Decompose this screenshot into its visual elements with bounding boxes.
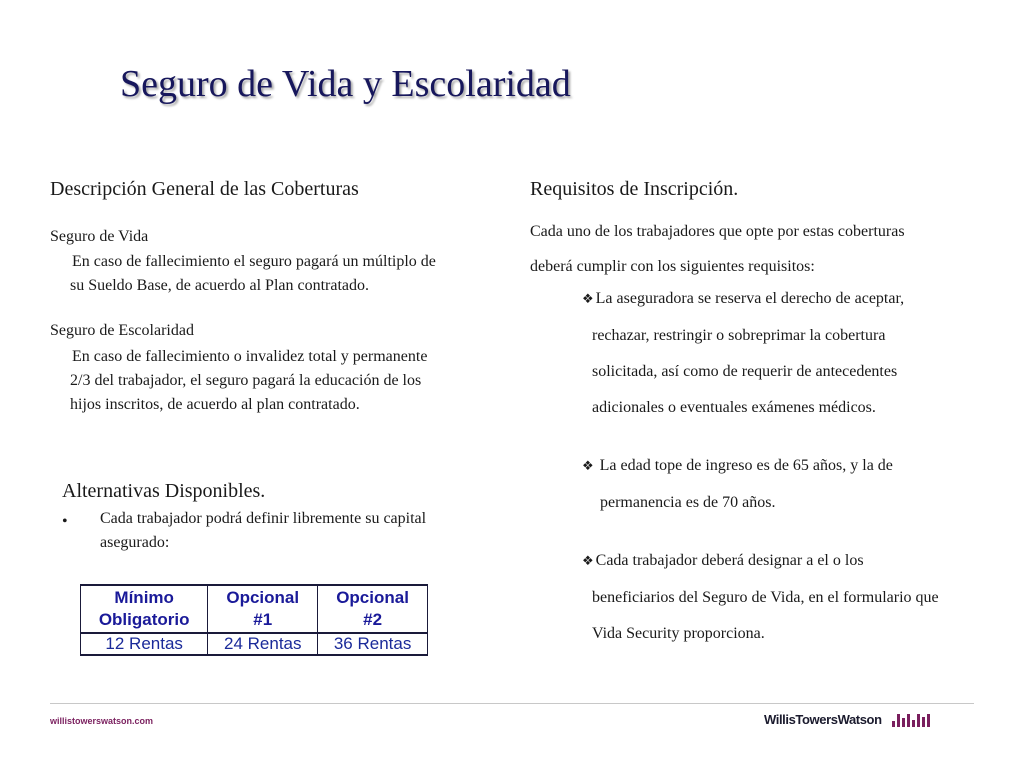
school-description-line: 2/3 del trabajador, el seguro pagará la educación de los [70, 372, 422, 389]
table-header-line: Opcional [226, 588, 300, 607]
requirement-line: adicionales o eventuales exámenes médicos. [592, 399, 876, 416]
requirement-line: beneficiarios del Seguro de Vida, en el formulario que [592, 589, 939, 606]
requirements-heading: Requisitos de Inscripción. [530, 178, 739, 200]
requirement-line: permanencia es de 70 años. [600, 494, 776, 511]
requirement-item [582, 281, 982, 426]
table-cell: 24 Rentas [208, 633, 318, 655]
coverage-options-table [80, 584, 428, 656]
table-header-line: Mínimo [114, 588, 174, 607]
requirement-item [582, 543, 982, 652]
diamond-bullet-icon: ❖ [582, 459, 594, 474]
coverage-heading: Descripción General de las Coberturas [50, 178, 359, 200]
requirement-line: Vida Security proporciona. [592, 625, 765, 642]
company-logo [764, 712, 932, 727]
table-row [81, 633, 428, 655]
table-header-optional-1 [208, 585, 318, 633]
company-logo-text: WillisTowersWatson [764, 712, 882, 727]
life-description-line: En caso de fallecimiento el seguro pagará un múltiplo de [72, 253, 436, 270]
alternatives-line: asegurado: [100, 534, 170, 551]
bullet-icon: • [62, 513, 68, 530]
table-header-line: #1 [253, 610, 273, 629]
requirement-text: La aseguradora se reserva el derecho de aceptar, [595, 290, 905, 307]
slide-title: Seguro de Vida y Escolaridad [120, 63, 571, 105]
life-insurance-title: Seguro de Vida [50, 228, 149, 245]
requirement-text: La edad tope de ingreso es de 65 años, y la de [599, 457, 893, 474]
life-insurance-description [72, 250, 492, 298]
diamond-bullet-icon: ❖ [582, 554, 594, 569]
requirements-intro-line: deberá cumplir con los siguientes requisitos: [530, 258, 815, 275]
alternatives-heading: Alternativas Disponibles. [62, 480, 266, 502]
requirement-line [582, 448, 982, 485]
footer-divider [50, 703, 974, 704]
footer-url-link[interactable]: willistowerswatson.com [50, 716, 154, 726]
table-header-line: Obligatorio [98, 610, 190, 629]
requirement-line [582, 281, 982, 318]
table-header-line: Opcional [336, 588, 409, 607]
school-description-line: En caso de fallecimiento o invalidez total y permanente [72, 348, 428, 365]
table-cell: 36 Rentas [318, 633, 428, 655]
requirement-text: Cada trabajador deberá designar a el o los [595, 552, 864, 569]
logo-mark-icon [892, 713, 932, 727]
diamond-bullet-icon: ❖ [582, 292, 594, 307]
requirements-intro-line: Cada uno de los trabajadores que opte por estas coberturas [530, 223, 905, 240]
school-description-line: hijos inscritos, de acuerdo al plan contratado. [70, 396, 360, 413]
alternatives-line: Cada trabajador podrá definir libremente su capital [100, 510, 427, 527]
requirements-intro [530, 214, 970, 284]
requirement-line: solicitada, así como de requerir de antecedentes [592, 363, 898, 380]
table-header-row [81, 585, 428, 633]
table-header-line: #2 [363, 610, 383, 629]
requirement-line: rechazar, restringir o sobreprimar la cobertura [592, 327, 886, 344]
school-insurance-description [72, 345, 492, 417]
requirement-item [582, 448, 982, 521]
requirement-line [582, 543, 982, 580]
life-description-line: su Sueldo Base, de acuerdo al Plan contratado. [70, 277, 370, 294]
alternatives-description [100, 507, 490, 555]
school-insurance-title: Seguro de Escolaridad [50, 322, 194, 339]
table-header-optional-2 [318, 585, 428, 633]
table-header-minimum [81, 585, 208, 633]
table-cell: 12 Rentas [81, 633, 208, 655]
